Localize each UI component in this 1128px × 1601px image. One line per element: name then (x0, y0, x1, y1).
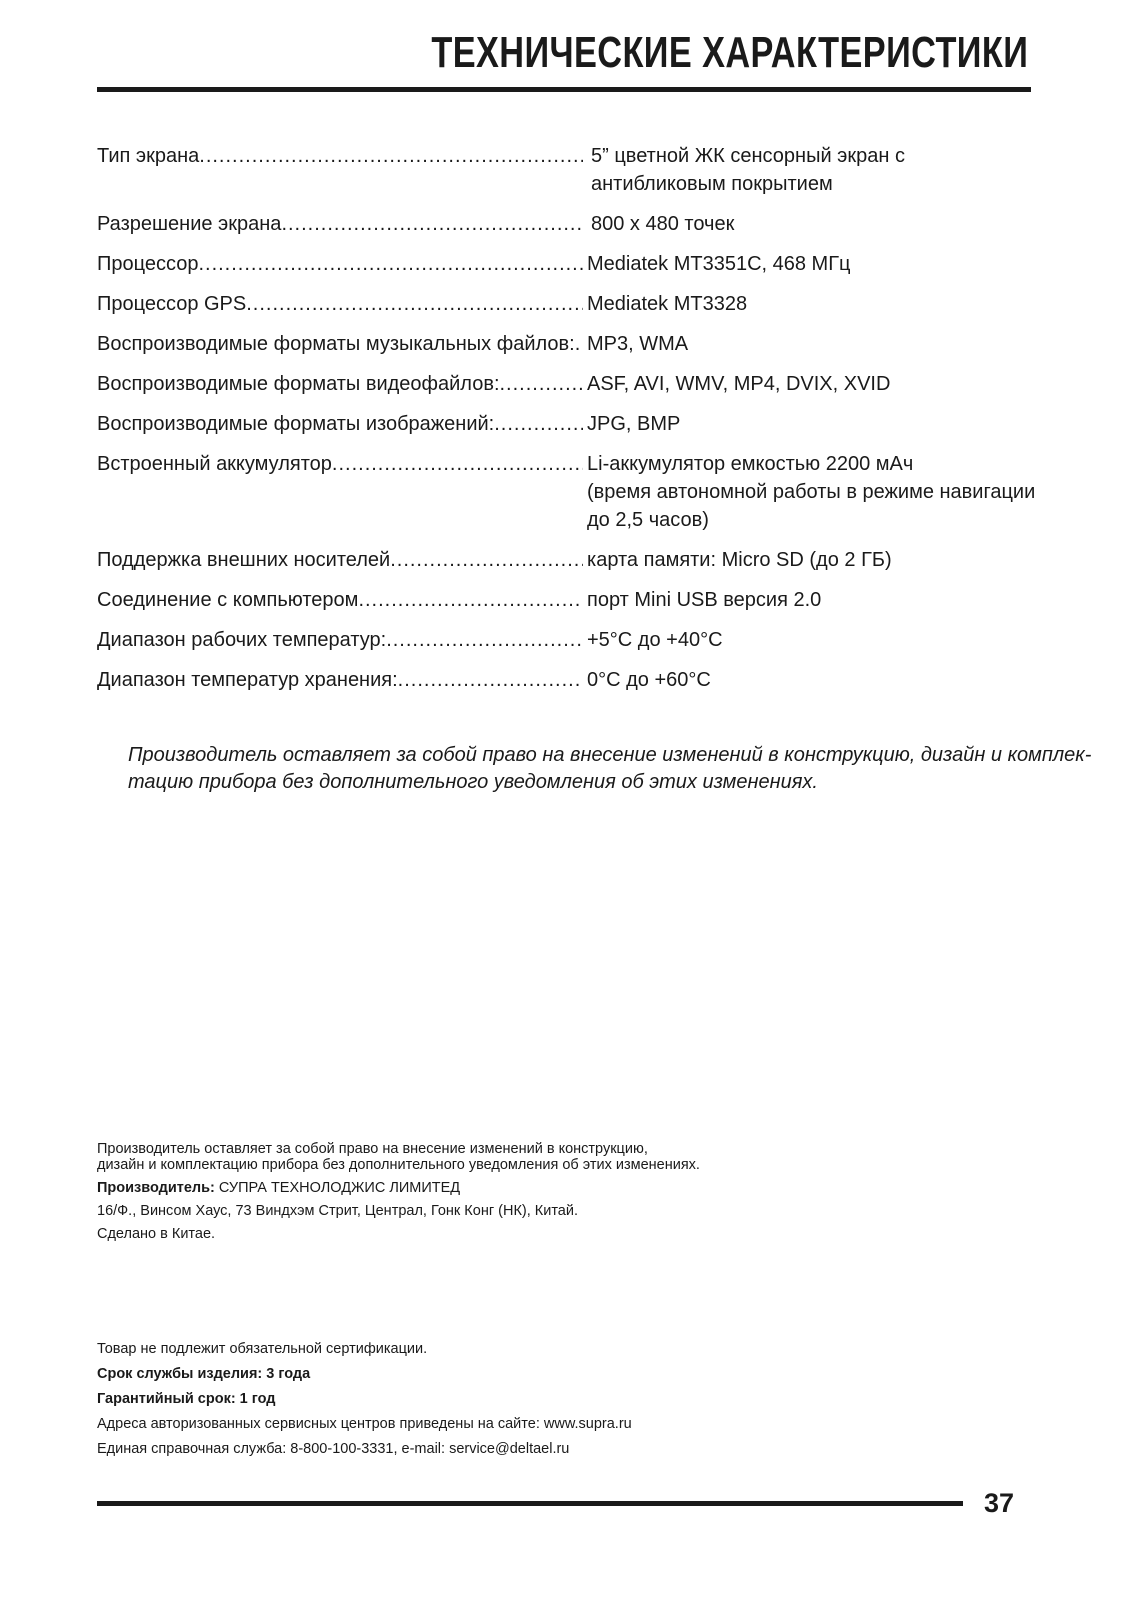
spec-row-audio-formats (97, 330, 1031, 358)
made-in: Сделано в Китае. (97, 1226, 216, 1242)
leader-dots (358, 586, 583, 614)
spec-row-processor (97, 250, 1031, 278)
spec-row-resolution (97, 210, 1031, 238)
leader-dots (199, 142, 583, 170)
spec-label: Процессор (97, 253, 199, 275)
spec-value: карта памяти: Micro SD (до 2 ГБ) (587, 549, 892, 571)
note-line: Производитель оставляет за собой право на внесение изменений в конструкцию, дизайн и комплек- (128, 744, 1092, 766)
spec-row-gps-processor (97, 290, 1031, 318)
spec-row-external-media (97, 546, 1031, 574)
page-title: ТЕХНИЧЕСКИЕ ХАРАКТЕРИСТИКИ (431, 28, 1028, 77)
manufacturer-label: Производитель: (97, 1180, 215, 1196)
spec-label: Диапазон температур хранения: (97, 669, 398, 691)
spec-row-pc-connection (97, 586, 1031, 614)
certification-note: Товар не подлежит обязательной сертификации. (97, 1341, 428, 1357)
note-line: тацию прибора без дополнительного уведомления об этих изменениях. (128, 771, 818, 793)
leader-dots (575, 330, 583, 358)
disclaimer-note (128, 742, 1092, 796)
spec-row-video-formats (97, 370, 1031, 398)
spec-label: Поддержка внешних носителей (97, 549, 391, 571)
spec-value: порт Mini USB версия 2.0 (587, 589, 822, 611)
spec-value: JPG, BMP (587, 413, 681, 435)
leader-dots (500, 370, 584, 398)
spec-label: Встроенный аккумулятор (97, 453, 332, 475)
notice-line: дизайн и комплектацию прибора без дополнительного уведомления об этих изменениях. (97, 1157, 700, 1173)
leader-dots (494, 410, 583, 438)
spec-value: 0°C до +60°C (587, 669, 711, 691)
specs-table (97, 142, 1036, 706)
spec-value: антибликовым покрытием (591, 173, 833, 195)
spec-label: Соединение с компьютером (97, 589, 359, 611)
spec-value: +5°C до +40°C (587, 629, 723, 651)
leader-dots (281, 210, 583, 238)
service-info (97, 1341, 632, 1457)
spec-row-screen-type (97, 142, 1031, 198)
spec-value: (время автономной работы в режиме навигации (587, 481, 1036, 503)
spec-label: Процессор GPS (97, 293, 247, 315)
spec-value: Mediatek MT3328 (587, 293, 748, 315)
spec-label: Воспроизводимые форматы изображений: (97, 413, 495, 435)
spec-value: Mediatek MT3351C, 468 МГц (587, 253, 851, 275)
leader-dots (390, 546, 583, 574)
leader-dots (398, 666, 583, 694)
spec-label: Воспроизводимые форматы музыкальных файлов: (97, 333, 575, 355)
spec-value: Li-аккумулятор емкостью 2200 мАч (587, 453, 914, 475)
spec-value: до 2,5 часов) (587, 509, 709, 531)
spec-value: ASF, AVI, WMV, MP4, DVIX, XVID (587, 373, 891, 395)
page-number: 37 (984, 1488, 1015, 1518)
notice-line: Производитель оставляет за собой право на внесение изменений в конструкцию, (97, 1141, 648, 1157)
leader-dots (386, 626, 583, 654)
leader-dots (246, 290, 583, 318)
spec-value: 5” цветной ЖК сенсорный экран с (591, 145, 905, 167)
leader-dots (332, 450, 583, 478)
manufacturer-address: 16/Ф., Винсом Хаус, 73 Виндхэм Стрит, Централ, Гонк Конг (НК), Китай. (97, 1203, 578, 1219)
spec-label: Тип экрана (97, 145, 200, 167)
manufacturer-line (97, 1180, 700, 1196)
spec-label: Разрешение экрана (97, 213, 282, 235)
spec-value: MP3, WMA (587, 333, 689, 355)
spec-value: 800 x 480 точек (591, 213, 735, 235)
title-rule (97, 87, 1031, 92)
spec-row-operating-temp (97, 626, 1031, 654)
spec-label: Воспроизводимые форматы видеофайлов: (97, 373, 500, 395)
helpline: Единая справочная служба: 8-800-100-3331, e-mail: service@deltael.ru (97, 1441, 570, 1457)
leader-dots (198, 250, 583, 278)
warranty: Гарантийный срок: 1 год (97, 1391, 276, 1407)
spec-row-battery (97, 450, 1036, 534)
service-life: Срок службы изделия: 3 года (97, 1366, 311, 1382)
spec-label: Диапазон рабочих температур: (97, 629, 387, 651)
service-centers: Адреса авторизованных сервисных центров приведены на сайте: www.supra.ru (97, 1416, 632, 1432)
manufacturer-info (97, 1141, 700, 1242)
manufacturer-name: СУПРА ТЕХНОЛОДЖИС ЛИМИТЕД (214, 1180, 461, 1196)
spec-row-image-formats (97, 410, 1031, 438)
bottom-rule (97, 1501, 963, 1506)
spec-row-storage-temp (97, 666, 1031, 694)
